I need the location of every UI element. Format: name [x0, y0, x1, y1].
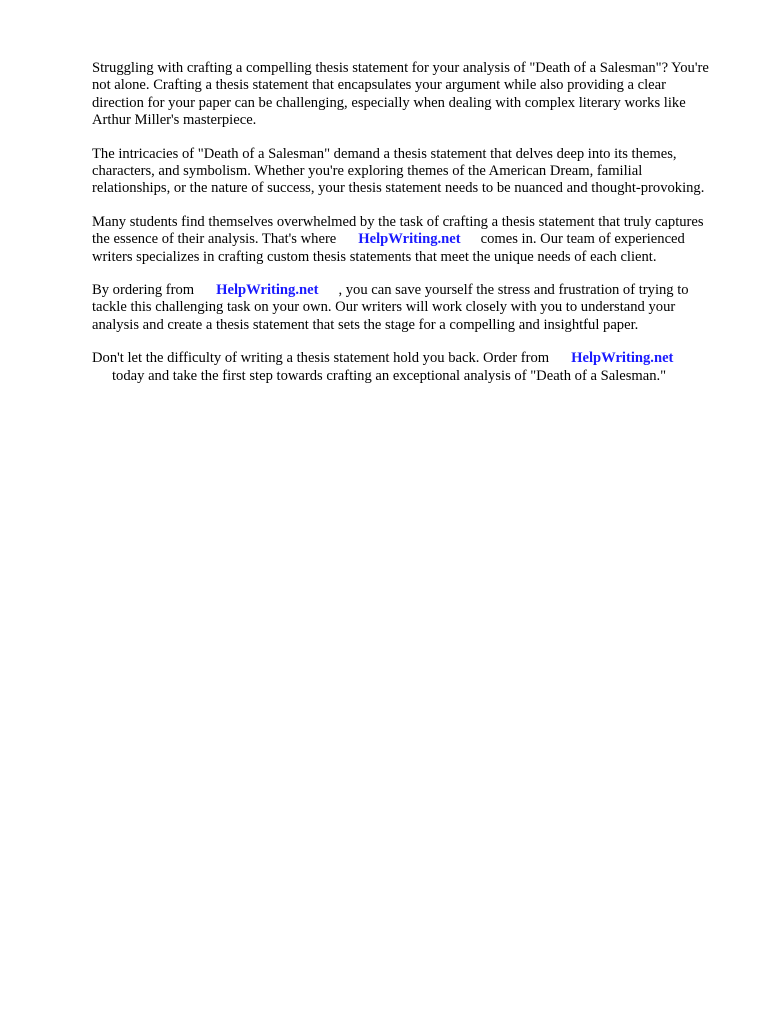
- helpwriting-link-1[interactable]: HelpWriting.net: [358, 231, 461, 248]
- paragraph-closing-text-after: today and take the first step towards crafting an exceptional analysis of "Death of a Salesman.": [112, 367, 667, 384]
- paragraph-intro-text: Struggling with crafting a compelling thesis statement for your analysis of "Death of a Salesman"? You're not alone. Crafting a thesis statement that encapsulates your argument while also providing a clear direction for your paper can be challenging, especially when dealing with complex literary works like Arthur Miller's masterpiece.: [92, 60, 709, 129]
- paragraph-intricacies: [92, 146, 718, 198]
- helpwriting-link-2[interactable]: HelpWriting.net: [216, 282, 319, 299]
- paragraph-intricacies-text: The intricacies of "Death of a Salesman" demand a thesis statement that delves deep into its themes, characters, and symbolism. Whether you're exploring themes of the American Dream, familial relationships, or the nature of success, your thesis statement needs to be nuanced and thought-provoking.: [92, 145, 705, 197]
- helpwriting-link-3[interactable]: HelpWriting.net: [571, 350, 674, 367]
- paragraph-intro: [92, 60, 718, 130]
- paragraph-ordering-text-before: By ordering from: [92, 282, 195, 299]
- paragraph-ordering: [92, 282, 718, 334]
- paragraph-students: [92, 214, 718, 266]
- paragraph-students-text-before: Many students find themselves overwhelmed by the task of crafting a thesis statement that truly captures the essence of their analysis. That's where: [92, 213, 704, 248]
- paragraph-closing-text-before: Don't let the difficulty of writing a thesis statement hold you back. Order from: [92, 350, 550, 367]
- paragraph-students-text-after: comes in. Our team of experienced writers specializes in crafting custom thesis statements that meet the unique needs of each client.: [92, 231, 685, 265]
- paragraph-ordering-text-after: , you can save yourself the stress and frustration of trying to tackle this challenging task on your own. Our writers will work closely with you to understand your analysis and create a thesis statement that sets the stage for a compelling and insightful paper.: [92, 282, 689, 333]
- document-page: [92, 60, 718, 401]
- paragraph-closing: [92, 350, 718, 385]
